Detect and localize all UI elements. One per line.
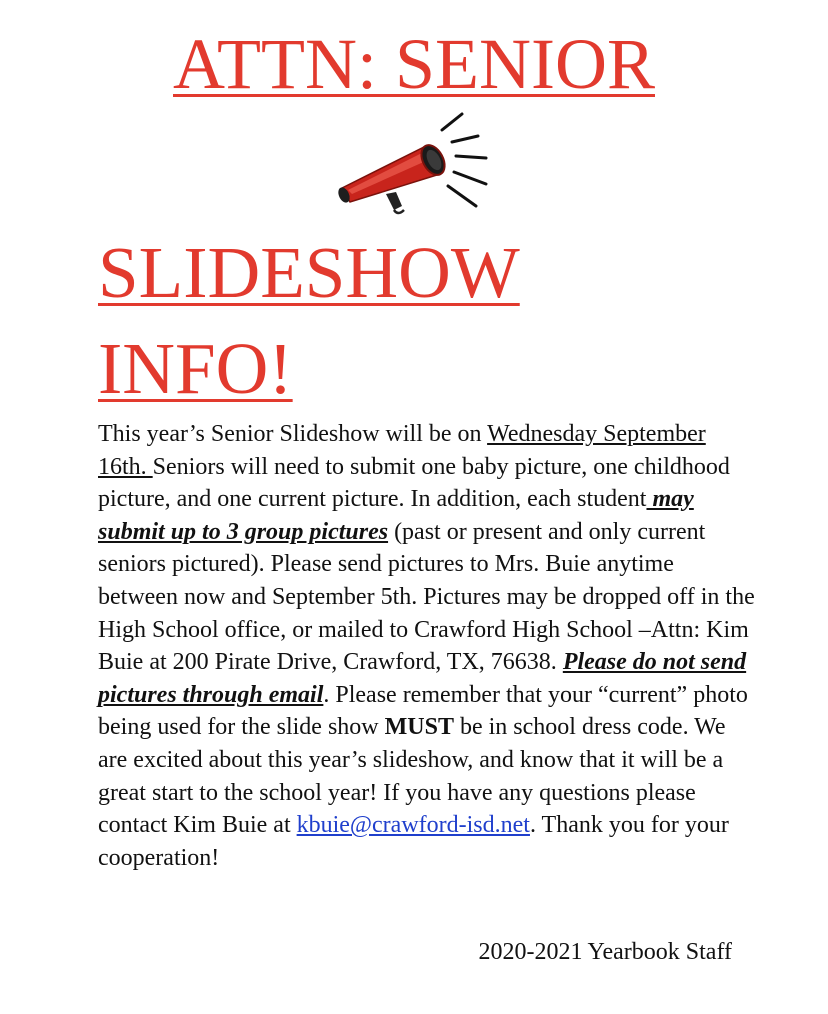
no-email-warning: Please do not send pictures through email bbox=[98, 649, 747, 708]
contact-email-link[interactable]: kbuie@crawford-isd.net bbox=[296, 812, 530, 839]
event-date: Wednesday September 16th. bbox=[98, 421, 706, 480]
title-line-2: SLIDESHOW bbox=[98, 232, 520, 313]
announcement-body bbox=[98, 418, 758, 874]
intro-text: This year’s Senior Slideshow will be on bbox=[98, 421, 488, 447]
submit-text: Seniors will need to submit one baby picture, one childhood picture, and one current picture. In addition, each student bbox=[98, 453, 730, 513]
signature: 2020-2021 Yearbook Staff bbox=[478, 939, 732, 965]
megaphone-icon bbox=[336, 106, 496, 224]
title-line-1: ATTN: SENIOR bbox=[173, 24, 655, 104]
group-detail-text: (past or present and only current seniors pictured). Please send pictures to Mrs. Buie anytime between now and September 5th. Pictures may be dropped off in the High School office, or mailed to Crawford High School –Attn: Kim Buie at 200 Pirate Drive, Crawford, TX, 76638. bbox=[98, 518, 755, 676]
megaphone-handle bbox=[386, 192, 402, 210]
must-emphasis: MUST bbox=[384, 714, 454, 741]
dress-code-rest: be in school dress code. We are excited about this year’s slideshow, and know that it will be a great start to the school year! If you have any questions please contact Kim Buie at bbox=[98, 714, 726, 839]
closing-text: . Thank you for your cooperation! bbox=[98, 812, 729, 871]
title-line-3: INFO! bbox=[98, 328, 293, 409]
sound-lines bbox=[442, 114, 486, 206]
group-pictures-emphasis: may submit up to 3 group pictures bbox=[98, 486, 694, 545]
dress-code-text: . Please remember that your “current” photo being used for the slide show bbox=[98, 681, 748, 741]
